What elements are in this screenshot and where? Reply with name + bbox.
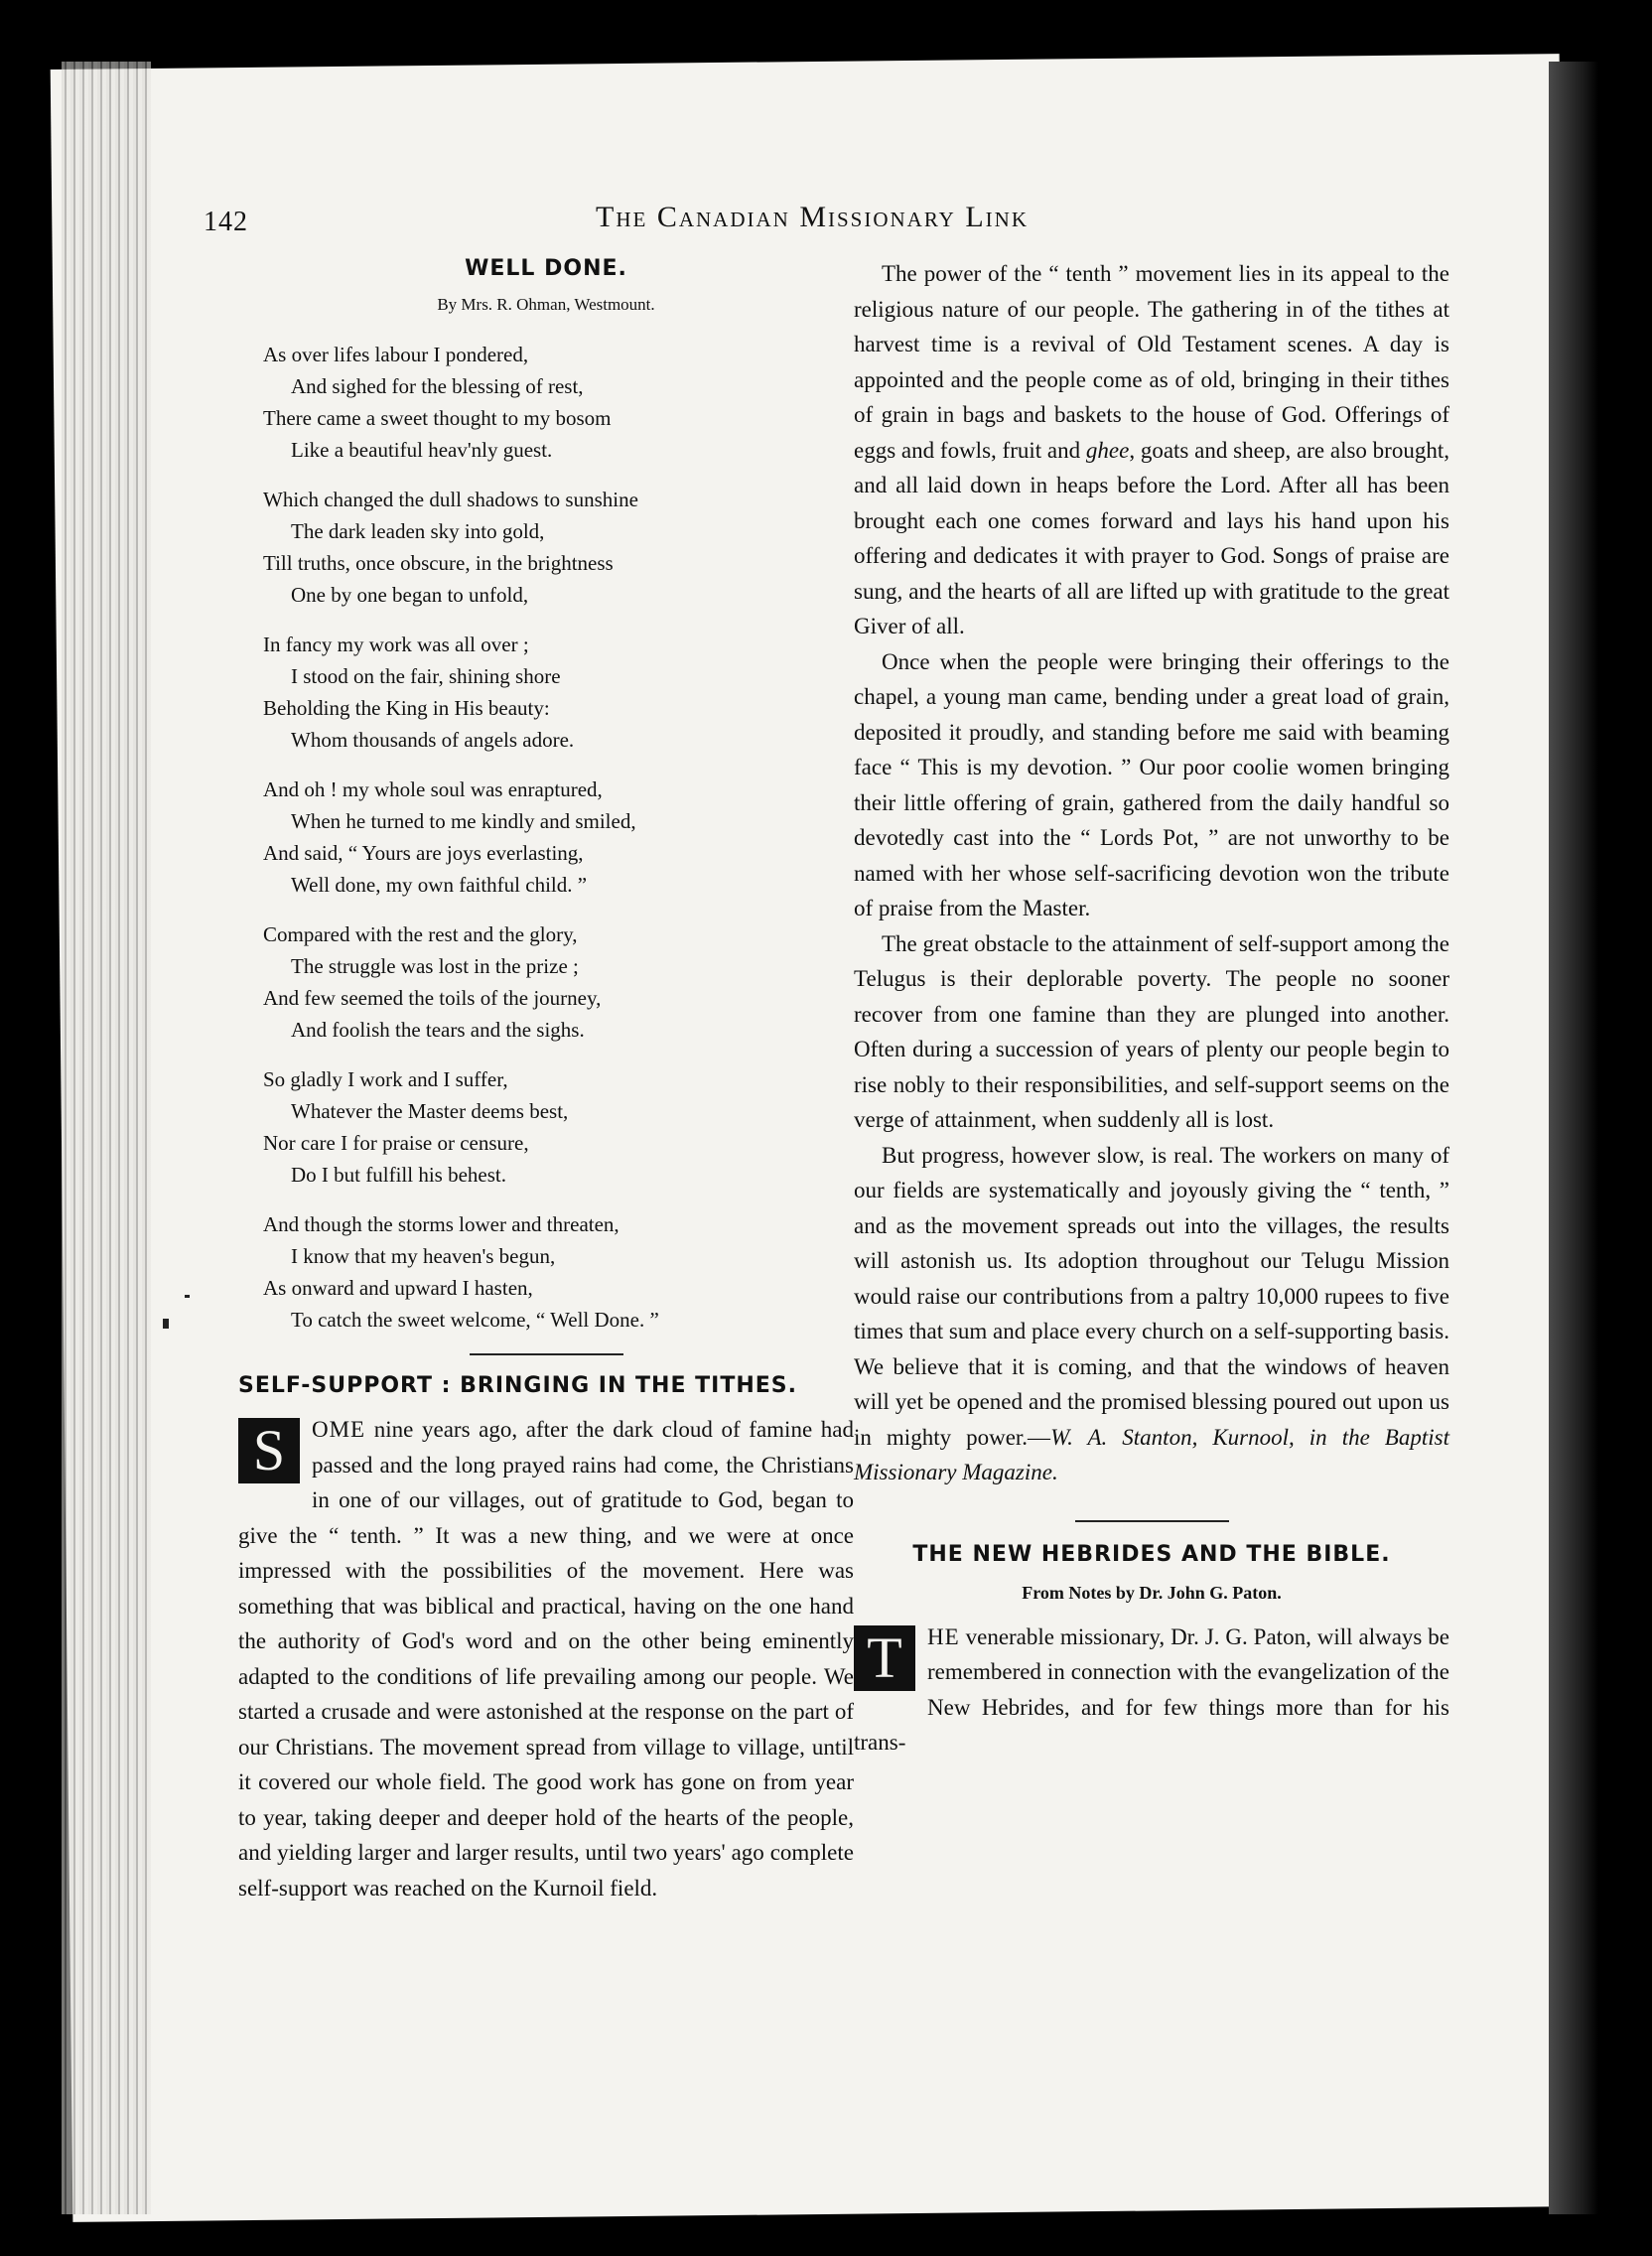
new-hebrides-byline: From Notes by Dr. John G. Paton. — [1022, 1582, 1282, 1603]
drop-cap-s: S — [238, 1418, 300, 1483]
page-edge-left — [62, 62, 151, 2214]
self-support-body-left — [238, 1412, 854, 1905]
paragraph-text: , goats and sheep, are also brought, and all laid down in heaps before the Lord. After all has been brought each one comes forward and lays his hand upon his offering and dedicates it with prayer to God. Songs of praise are sung, and the hearts of all are lifted up with gratitude to the great Giver of all. — [854, 437, 1449, 638]
poem-line: Which changed the dull shadows to sunshine — [263, 488, 638, 511]
poem-line: The dark leaden sky into gold, — [291, 519, 545, 543]
paragraph-text: venerable missionary, Dr. J. G. Paton, will always be remembered in connection with the evangelization of the New Hebrides, and for few things more than for his trans- — [854, 1623, 1449, 1755]
right-column — [854, 256, 1449, 1761]
poem-line: The struggle was lost in the prize ; — [291, 954, 579, 978]
poem-line: Whatever the Master deems best, — [291, 1099, 569, 1123]
self-support-paragraph-3: Once when the people were bringing their offerings to the chapel, a young man came, bending under a great load of grain, deposited it proudly, and standing before me said with beaming face “ This is my devotion. ” Our poor coolie women bringing their little offering of grain, gathered from the daily handful so devotedly cast into the “ Lords Pot, ” are not unworthy to be named with her whose self-sacrificing devotion won the tribute of praise from the Master. — [854, 648, 1449, 920]
ink-speck — [185, 1295, 190, 1298]
paragraph-text: nine years ago, after the dark cloud of famine had passed and the long prayed rains had come, the Christians in one of our villages, out of gratitude to God, began to give the “ tenth. ” It was a new thing, and we were at once impressed with the possibilities of the movement. Here was something that was biblical and practical, having on the one hand the authority of God's word and on the other being eminently adapted to the conditions of life prevailing among our people. We started a crusade and were astonished at the response on the part of our Christians. The movement spread from village to village, until it covered our whole field. The good work has gone on from year to year, taking deeper and deeper hold of the hearts of the people, and yielding larger and larger results, until two years' ago complete self-support was reached on the Kurnoil field. — [238, 1417, 854, 1901]
opening-small-caps: OME — [312, 1417, 366, 1442]
page-number: 142 — [204, 207, 248, 237]
self-support-title: SELF-SUPPORT : BRINGING IN THE TITHES. — [238, 1373, 797, 1398]
left-column — [238, 256, 854, 1905]
self-support-paragraph-2 — [854, 256, 1449, 644]
poem-line: Compared with the rest and the glory, — [263, 922, 578, 946]
poem-line: I know that my heaven's begun, — [291, 1244, 556, 1268]
poem-line: And oh ! my whole soul was enraptured, — [263, 777, 603, 801]
poem-line: I stood on the fair, shining shore — [291, 664, 561, 688]
running-head: The Canadian Missionary Link — [596, 201, 1029, 233]
poem-stanza — [263, 1063, 854, 1191]
italic-word: ghee — [1085, 437, 1130, 463]
poem-line: When he turned to me kindly and smiled, — [291, 809, 636, 833]
poem-line: Do I but fulfill his behest. — [291, 1163, 506, 1187]
poem-line: Well done, my own faithful child. ” — [291, 873, 588, 897]
new-hebrides-body — [854, 1620, 1449, 1761]
poem-stanza — [263, 774, 854, 901]
section-divider — [470, 1353, 623, 1355]
poem-line: And though the storms lower and threaten, — [263, 1212, 620, 1236]
page-header — [204, 201, 1435, 240]
poem-stanza — [263, 1208, 854, 1336]
ink-speck — [163, 1319, 169, 1329]
poem-line: So gladly I work and I suffer, — [263, 1067, 508, 1091]
poem-line: There came a sweet thought to my bosom — [263, 406, 612, 430]
poem-line: Nor care I for praise or censure, — [263, 1131, 529, 1155]
section-divider — [1075, 1520, 1229, 1522]
paragraph-text: But progress, however slow, is real. The workers on many of our fields are systematically and joyously giving the “ tenth, ” and as the movement spreads out into the villages, the results will astonish us. Its adoption throughout our Telugu Mission would raise our contributions from a paltry 10,000 rupees to five times that sum and place every church on a self-supporting basis. We believe that it is coming, and that the windows of heaven will yet be opened and the promised blessing poured out upon us in mighty power.— — [854, 1142, 1449, 1450]
page-edge-right — [1549, 62, 1598, 2214]
poem-byline: By Mrs. R. Ohman, Westmount. — [437, 295, 655, 314]
poem-line: And sighed for the blessing of rest, — [291, 374, 584, 398]
attribution: W. A. Stanton, Kurnool, in the Baptist Missionary Magazine. — [854, 1424, 1449, 1484]
poem-stanza — [263, 339, 854, 466]
poem-line: Like a beautiful heav'nly guest. — [291, 438, 553, 462]
poem-line: And foolish the tears and the sighs. — [291, 1018, 585, 1042]
paragraph-text: The power of the “ tenth ” movement lies in its appeal to the religious nature of our people. The gathering in of the tithes at harvest time is a revival of Old Testament scenes. A day is appointed and the people come as of old, bringing in their tithes of grain in bags and baskets to the house of God. Offerings of eggs and fowls, fruit and — [854, 261, 1449, 463]
self-support-paragraph-5 — [854, 1138, 1449, 1490]
poem-line: To catch the sweet welcome, “ Well Done. ” — [291, 1308, 659, 1332]
self-support-paragraph-4: The great obstacle to the attainment of self-support among the Telugus is their deplorable poverty. The people no sooner recover from one famine than they are plunged into another. Often during a succession of years of plenty our people begin to rise nobly to their responsibilities, and self-support seems on the verge of attainment, when suddenly all is lost. — [854, 930, 1449, 1132]
poem — [263, 339, 854, 1336]
poem-stanza — [263, 629, 854, 756]
new-hebrides-title: THE NEW HEBRIDES AND THE BIBLE. — [912, 1541, 1391, 1567]
poem-line: And few seemed the toils of the journey, — [263, 986, 602, 1010]
opening-small-caps: HE — [927, 1623, 960, 1649]
poem-line: As over lifes labour I pondered, — [263, 343, 529, 366]
new-hebrides-paragraph-1 — [854, 1620, 1449, 1761]
poem-line: Whom thousands of angels adore. — [291, 728, 575, 752]
poem-line: Till truths, once obscure, in the brightness — [263, 551, 614, 575]
poem-line: Beholding the King in His beauty: — [263, 696, 550, 720]
self-support-body-right — [854, 256, 1449, 1490]
poem-line: And said, “ Yours are joys everlasting, — [263, 841, 584, 865]
poem-title: WELL DONE. — [465, 256, 627, 281]
poem-line: One by one began to unfold, — [291, 583, 529, 607]
poem-line: As onward and upward I hasten, — [263, 1276, 533, 1300]
poem-stanza — [263, 484, 854, 611]
poem-stanza — [263, 918, 854, 1046]
poem-line: In fancy my work was all over ; — [263, 633, 529, 656]
drop-cap-t: T — [854, 1625, 915, 1691]
self-support-paragraph-1 — [238, 1412, 854, 1905]
